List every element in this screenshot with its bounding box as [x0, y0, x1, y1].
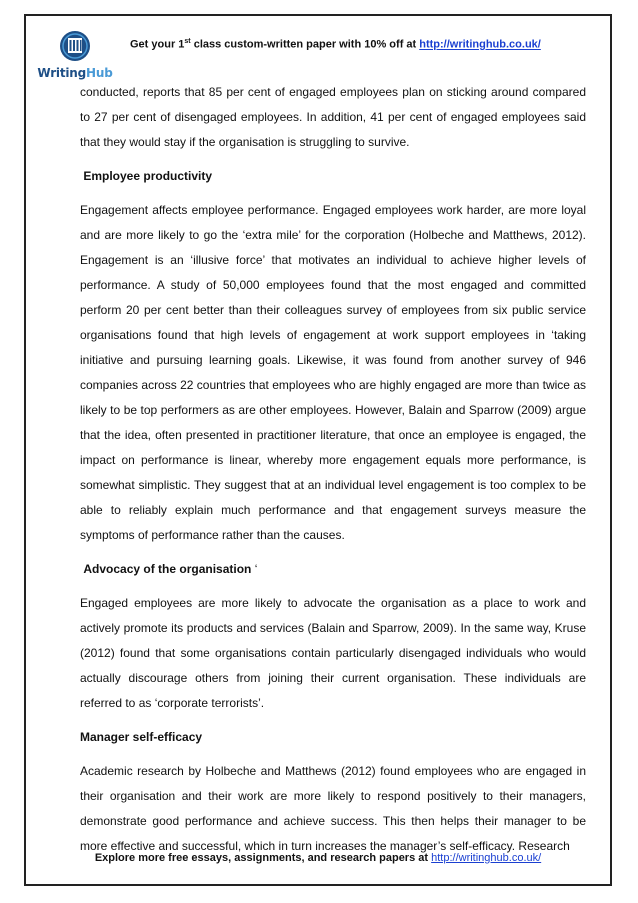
logo-emblem-icon	[36, 28, 114, 68]
logo-wordmark: WritingHub	[37, 66, 113, 80]
document-page	[24, 14, 612, 886]
paragraph-advocacy: Engaged employees are more likely to advocate the organisation as a place to work and actively promote its products and services (Balain and Sparrow, 2009). In the same way, Kruse (2012) found that some organisations contain particularly disengaged individuals who would actually discourage others from joining their current organisation. These individuals are referred to as ‘corporate terrorists’.	[80, 596, 586, 710]
paragraph-retention: conducted, reports that 85 per cent of engaged employees plan on sticking around compared to 27 per cent of disengaged employees. In addition, 41 per cent of engaged employees said that they would stay if the organisation is struggling to survive.	[80, 85, 586, 149]
header-link[interactable]: http://writinghub.co.uk/	[419, 38, 541, 51]
footer-link[interactable]: http://writinghub.co.uk/	[431, 852, 542, 864]
paragraph-self-efficacy: Academic research by Holbeche and Matthews (2012) found employees who are engaged in their organisation and their work are more likely to respond positively to their managers, demonstrate good performance and achieve success. This then helps their manager to be more effective and successful, which in turn increases the manager’s self-efficacy. Research	[80, 764, 586, 853]
heading-manager-self-efficacy: Manager self-efficacy	[80, 730, 203, 744]
header-banner: Get your 1st class custom-written paper with 10% off at http://writinghub.co.uk/	[130, 38, 541, 51]
paragraph-productivity: Engagement affects employee performance. Engaged employees work harder, are more loyal and are more likely to go the ‘extra mile’ for the corporation (Holbeche and Matthews, 2012). Engagement is an ‘illusive force’ that motivates an individual to achieve higher levels of performance. A study of 50,000 employees found that the most engaged and committed perform 20 per cent better than their colleagues survey of employees from six public service organisations found that high levels of engagement at work support employees in ‘taking initiative and pursuing learning goals. Likewise, it was found from another survey of 946 companies across 22 countries that employees who are highly engaged are more than twice as likely to be top performers as are other employees. However, Balain and Sparrow (2009) argue that the idea, often presented in practitioner literature, that once an employee is engaged, the impact on performance is linear, whereby more engagement equals more performance, is somewhat simplistic. They suggest that at an individual level engagement is too complex to be able to reliably explain much performance and that engagement surveys measure the symptoms of performance rather than the causes.	[80, 203, 586, 542]
heading-employee-productivity: Employee productivity	[83, 169, 213, 183]
heading-advocacy: Advocacy of the organisation ‘	[83, 562, 258, 576]
writinghub-logo	[36, 28, 114, 84]
footer-banner: Explore more free essays, assignments, and research papers at http://writinghub.co.uk/	[94, 852, 542, 864]
document-body	[80, 80, 586, 859]
